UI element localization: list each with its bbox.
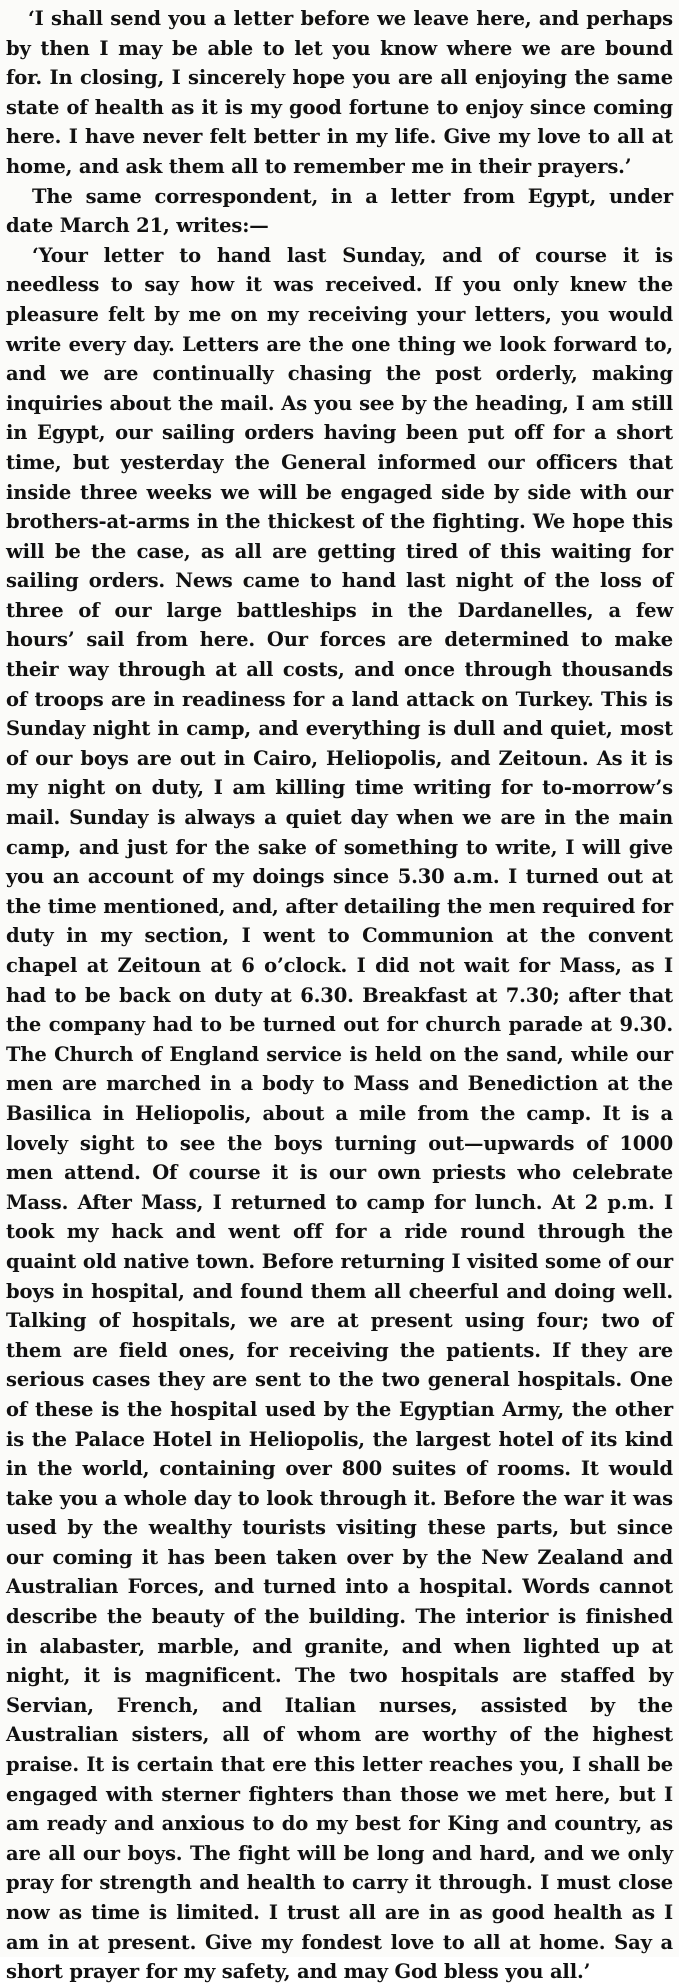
article-column	[6, 4, 673, 1987]
correspondent-intro-paragraph: The same correspondent, in a letter from Egypt, under date March 21, writes:—	[6, 184, 673, 238]
egypt-letter-paragraph: ‘Your letter to hand last Sunday, and of course it is needless to say how it was received. If you only knew the pleasure felt by me on my receiving your letters, you would write every day. Letters are the one thing we look forward to, and we are continually chasing the post orderly, making inquiries about the mail. As you see by the heading, I am still in Egypt, our sailing orders having been put off for a short time, but yesterday the General informed our officers that inside three weeks we will be engaged side by side with our brothers-at-arms in the thickest of the fighting. We hope this will be the case, as all are getting tired of this waiting for sailing orders. News came to hand last night of the loss of three of our large battleships in the Dardanelles, a few hours’ sail from here. Our forces are determined to make their way through at all costs, and once through thousands of troops are in readiness for a land attack on Turkey. This is Sunday night in camp, and everything is dull and quiet, most of our boys are out in Cairo, Heliopolis, and Zeitoun. As it is my night on duty, I am killing time writing for to-morrow’s mail. Sunday is always a quiet day when we are in the main camp, and just for the sake of something to write, I will give you an account of my doings since 5.30 a.m. I turned out at the time mentioned, and, after detailing the men required for duty in my section, I went to Communion at the convent chapel at Zeitoun at 6 o’clock. I did not wait for Mass, as I had to be back on duty at 6.30. Breakfast at 7.30; after that the company had to be turned out for church parade at 9.30. The Church of England service is held on the sand, while our men are marched in a body to Mass and Benediction at the Basilica in Heliopolis, about a mile from the camp. It is a lovely sight to see the boys turning out—upwards of 1000 men attend. Of course it is our own priests who celebrate Mass. After Mass, I returned to camp for lunch. At 2 p.m. I took my hack and went off for a ride round through the quaint old native town. Before returning I visited some of our boys in hospital, and found them all cheerful and doing well. Talking of hospitals, we are at present using four; two of them are field ones, for receiving the patients. If they are serious cases they are sent to the two general hospitals. One of these is the hospital used by the Egyptian Army, the other is the Palace Hotel in Heliopolis, the largest hotel of its kind in the world, containing over 800 suites of rooms. It would take you a whole day to look through it. Before the war it was used by the wealthy tourists visiting these parts, but since our coming it has been taken over by the New Zealand and Australian Forces, and turned into a hospital. Words cannot describe the beauty of the building. The interior is finished in alabaster, marble, and granite, and when lighted up at night, it is magnificent. The two hospitals are staffed by Servian, French, and Italian nurses, assisted by the Australian sisters, all of whom are worthy of the highest praise. It is certain that ere this letter reaches you, I shall be engaged with sterner fighters than those we met here, but I am ready and anxious to do my best for King and country, as are all our boys. The fight will be long and hard, and we only pray for strength and health to carry it through. I must close now as time is limited. I trust all are in as good health as I am in at present. Give my fondest love to all at home. Say a short prayer for my safety, and may God bless you all.’	[6, 243, 673, 1984]
letter-closing-paragraph: ‘I shall send you a letter before we leave here, and perhaps by then I may be able to let you know where we are bound for. In closing, I sincerely hope you are all enjoying the same state of health as it is my good fortune to enjoy since coming here. I have never felt better in my life. Give my love to all at home, and ask them all to remember me in their prayers.’	[6, 7, 673, 178]
